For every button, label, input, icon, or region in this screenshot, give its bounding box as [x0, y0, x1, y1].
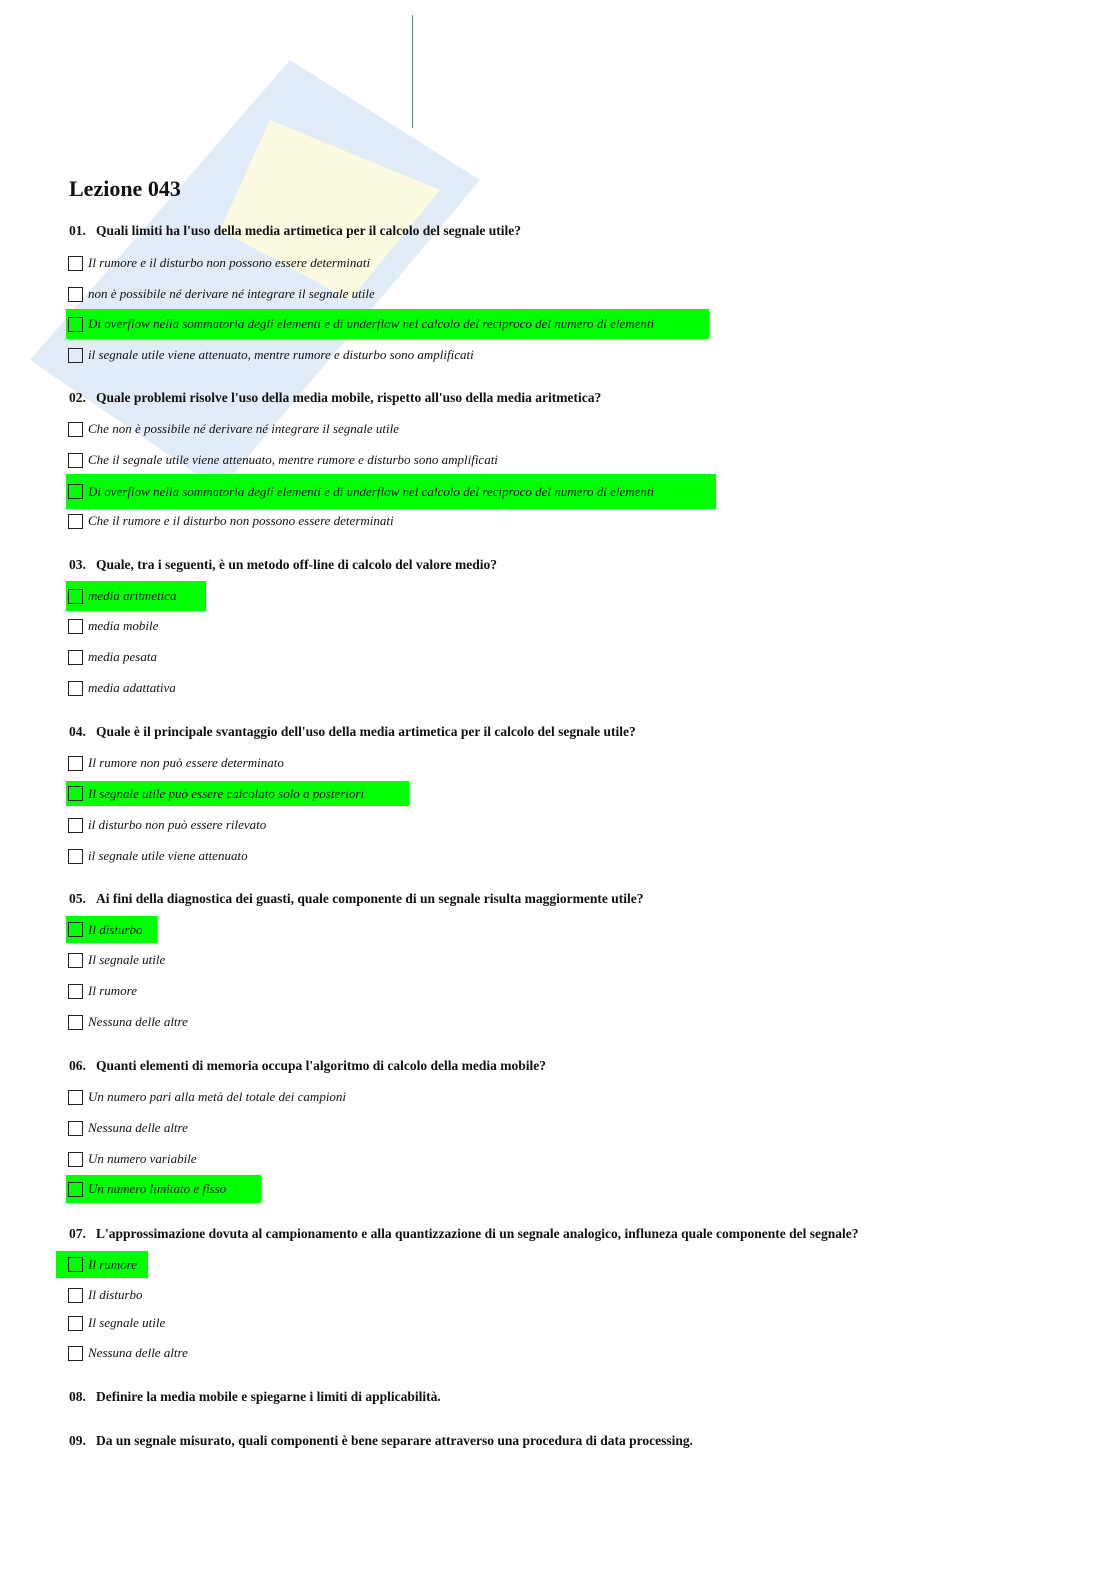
option-label: Un numero variabile [88, 1151, 197, 1166]
checkbox-icon[interactable] [68, 484, 83, 499]
option-label: Che non è possibile né derivare né integrare il segnale utile [88, 421, 399, 436]
option-label: Il rumore [88, 1256, 137, 1272]
checkbox-icon[interactable] [68, 1015, 83, 1030]
checkbox-icon[interactable] [68, 681, 83, 696]
option-label: Che il rumore e il disturbo non possono essere determinati [88, 513, 394, 528]
checkbox-icon[interactable] [68, 1121, 83, 1136]
option-label: Di overflow nella sommatoria degli elementi e di underflow nel calcolo del reciproco del numero di elementi [88, 316, 655, 331]
option-01-d[interactable] [66, 340, 486, 370]
option-label: media mobile [88, 618, 159, 633]
option-02-b[interactable] [66, 445, 510, 475]
option-01-c[interactable] [66, 309, 709, 339]
question-number: 04. [69, 724, 86, 739]
option-label: Di overflow nella sommatoria degli elementi e di underflow nel calcolo del reciproco del numero di elementi [88, 483, 655, 499]
option-07-d[interactable] [66, 1338, 200, 1368]
lesson-title: Lezione 043 [69, 176, 181, 201]
option-label: Che il segnale utile viene attenuato, mentre rumore e disturbo sono amplificati [88, 452, 498, 467]
option-01-b[interactable] [66, 279, 387, 309]
option-06-b[interactable] [66, 1113, 200, 1143]
question-text: Quale è il principale svantaggio dell'uso della media artimetica per il calcolo del segnale utile? [96, 724, 636, 739]
option-03-b[interactable] [66, 611, 170, 641]
option-04-c[interactable] [66, 810, 278, 840]
option-03-a[interactable] [66, 581, 206, 611]
option-label: Il segnale utile [88, 1315, 166, 1330]
question-09 [69, 1433, 693, 1449]
checkbox-icon[interactable] [68, 818, 83, 833]
option-07-a[interactable] [56, 1251, 148, 1278]
checkbox-icon[interactable] [68, 1288, 83, 1303]
checkbox-icon[interactable] [68, 514, 83, 529]
checkbox-icon[interactable] [68, 619, 83, 634]
option-label: Il rumore [88, 983, 137, 998]
option-04-b[interactable] [66, 781, 409, 806]
question-text: Da un segnale misurato, quali componenti è bene separare attraverso una procedura di data processing. [96, 1433, 694, 1448]
option-label: media aritmetica [88, 588, 177, 603]
option-label: Un numero pari alla metà del totale dei campioni [88, 1089, 347, 1104]
checkbox-icon[interactable] [68, 1257, 83, 1272]
option-05-d[interactable] [66, 1007, 200, 1037]
option-05-a[interactable] [66, 916, 157, 943]
question-number: 06. [69, 1058, 86, 1073]
option-02-d[interactable] [66, 506, 406, 536]
option-label: Il disturbo [88, 921, 143, 937]
question-text: L'approssimazione dovuta al campionamento e alla quantizzazione di un segnale analogico, influneza quale componente del segnale? [96, 1226, 859, 1241]
checkbox-icon[interactable] [68, 953, 83, 968]
option-02-c[interactable] [66, 474, 716, 509]
question-05 [69, 891, 644, 907]
option-label: media pesata [88, 649, 157, 664]
option-06-d[interactable] [66, 1175, 261, 1203]
option-label: il disturbo non può essere rilevato [88, 817, 267, 832]
question-text: Ai fini della diagnostica dei guasti, quale componente di un segnale risulta maggiormente utile? [96, 891, 644, 906]
checkbox-icon[interactable] [68, 849, 83, 864]
option-label: Il rumore e il disturbo non possono essere determinati [88, 255, 371, 270]
option-04-d[interactable] [66, 841, 260, 871]
checkbox-icon[interactable] [68, 984, 83, 999]
option-04-a[interactable] [66, 748, 296, 778]
option-label: il segnale utile viene attenuato, mentre rumore e disturbo sono amplificati [88, 347, 474, 362]
question-06 [69, 1058, 546, 1074]
checkbox-icon[interactable] [68, 1152, 83, 1167]
question-number: 07. [69, 1226, 86, 1241]
checkbox-icon[interactable] [68, 453, 83, 468]
checkbox-icon[interactable] [68, 589, 83, 604]
option-05-c[interactable] [66, 976, 149, 1006]
question-04 [69, 724, 636, 740]
checkbox-icon[interactable] [68, 1316, 83, 1331]
question-text: Quali limiti ha l'uso della media artimetica per il calcolo del segnale utile? [96, 223, 521, 238]
question-number: 09. [69, 1433, 86, 1448]
question-number: 05. [69, 891, 86, 906]
margin-line [412, 15, 413, 128]
question-text: Quale, tra i seguenti, è un metodo off-line di calcolo del valore medio? [96, 557, 497, 572]
option-label: Il segnale utile può essere calcolato solo a posteriori [88, 785, 365, 801]
option-label: media adattativa [88, 680, 176, 695]
option-label: Nessuna delle altre [88, 1014, 188, 1029]
option-01-a[interactable] [66, 248, 382, 278]
checkbox-icon[interactable] [68, 922, 83, 937]
option-02-a[interactable] [66, 414, 411, 444]
checkbox-icon[interactable] [68, 756, 83, 771]
option-07-b[interactable] [66, 1280, 155, 1310]
option-label: Nessuna delle altre [88, 1120, 188, 1135]
checkbox-icon[interactable] [68, 1182, 83, 1197]
question-number: 01. [69, 223, 86, 238]
checkbox-icon[interactable] [68, 650, 83, 665]
option-label: il segnale utile viene attenuato [88, 848, 248, 863]
option-label: Il disturbo [88, 1287, 143, 1302]
checkbox-icon[interactable] [68, 256, 83, 271]
checkbox-icon[interactable] [68, 1090, 83, 1105]
question-02 [69, 390, 601, 406]
checkbox-icon[interactable] [68, 287, 83, 302]
option-03-c[interactable] [66, 642, 169, 672]
checkbox-icon[interactable] [68, 348, 83, 363]
question-number: 03. [69, 557, 86, 572]
option-05-b[interactable] [66, 945, 177, 975]
checkbox-icon[interactable] [68, 317, 83, 332]
question-number: 02. [69, 390, 86, 405]
option-label: non è possibile né derivare né integrare il segnale utile [88, 286, 375, 301]
question-07 [69, 1226, 859, 1242]
question-01 [69, 223, 521, 239]
question-08 [69, 1389, 441, 1405]
option-06-c[interactable] [66, 1144, 209, 1174]
question-03 [69, 557, 497, 573]
checkbox-icon[interactable] [68, 422, 83, 437]
option-03-d[interactable] [66, 673, 188, 703]
option-label: Il segnale utile [88, 952, 166, 967]
option-07-c[interactable] [66, 1308, 177, 1338]
option-label: Il rumore non può essere determinato [88, 755, 284, 770]
option-06-a[interactable] [66, 1082, 358, 1112]
checkbox-icon[interactable] [68, 786, 83, 801]
option-label: Un numero limitato e fisso [88, 1181, 227, 1196]
question-text: Quale problemi risolve l'uso della media mobile, rispetto all'uso della media aritmetica? [96, 390, 602, 405]
question-text: Quanti elementi di memoria occupa l'algoritmo di calcolo della media mobile? [96, 1058, 546, 1073]
question-number: 08. [69, 1389, 86, 1404]
checkbox-icon[interactable] [68, 1346, 83, 1361]
option-label: Nessuna delle altre [88, 1345, 188, 1360]
question-text: Definire la media mobile e spiegarne i limiti di applicabilità. [96, 1389, 441, 1404]
